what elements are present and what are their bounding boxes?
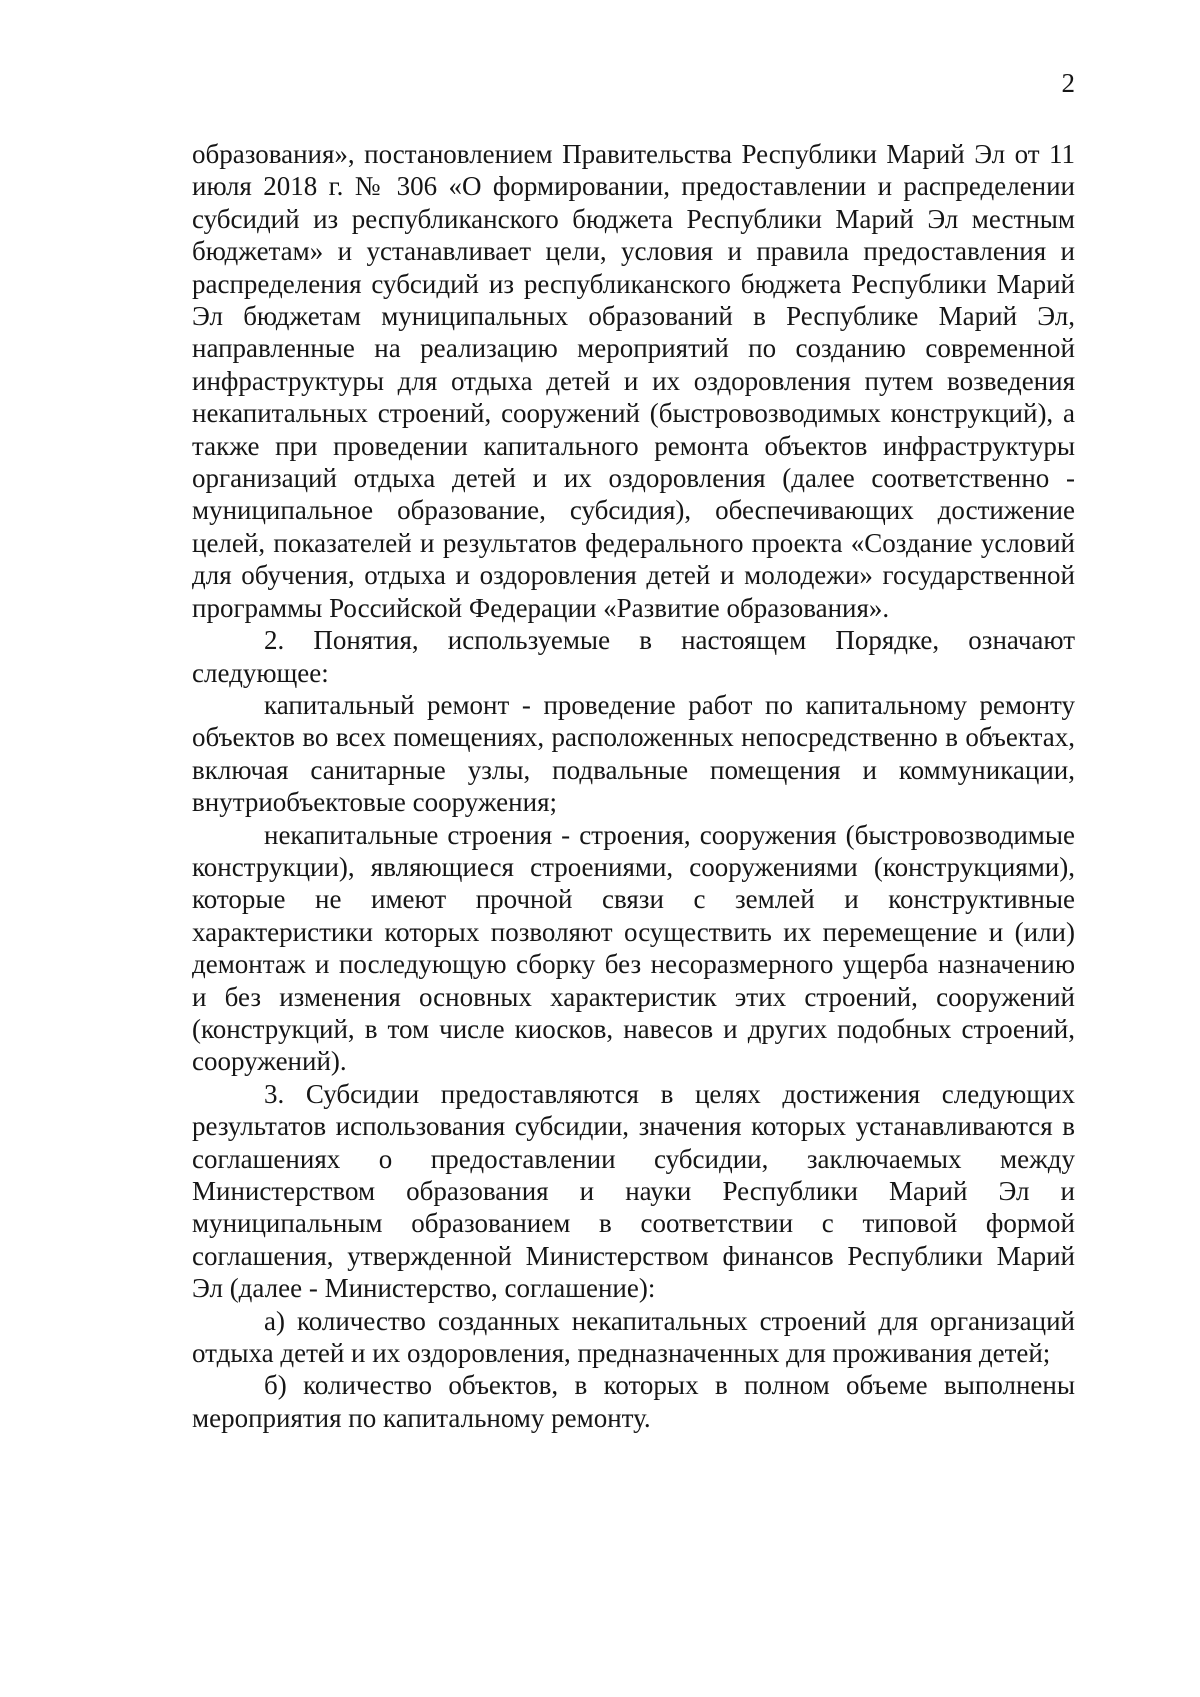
document-body xyxy=(192,138,1075,1434)
paragraph-section-2: 2. Понятия, используемые в настоящем Порядке, означают следующее: xyxy=(192,625,1075,688)
paragraph-intro-continuation: образования», постановлением Правительства Республики Марий Эл от 11 июля 2018 г. № 306 «О формировании, предоставлении и распределении субсидий из республиканского бюджета Республики Марий Эл местным бюджетам» и устанавливает цели, условия и правила предоставления и распределения субсидий из республиканского бюджета Республики Марий Эл бюджетам муниципальных образований в Республике Марий Эл, направленные на реализацию мероприятий по созданию современной инфраструктуры для отдыха детей и их оздоровления путем возведения некапитальных строений, сооружений (быстровозводимых конструкций), а также при проведении капитального ремонта объектов инфраструктуры организаций отдыха детей и их оздоровления (далее соответственно - муниципальное образование, субсидия), обеспечивающих достижение целей, показателей и результатов федерального проекта «Создание условий для обучения, отдыха и оздоровления детей и молодежи» государственной программы Российской Федерации «Развитие образования». xyxy=(192,139,1075,623)
paragraph-item-b: б) количество объектов, в которых в полном объеме выполнены мероприятия по капитальному ремонту. xyxy=(192,1370,1075,1433)
paragraph-item-a: а) количество созданных некапитальных строений для организаций отдыха детей и их оздоровления, предназначенных для проживания детей; xyxy=(192,1305,1075,1369)
paragraph-definition-noncapital-structures: некапитальные строения - строения, сооружения (быстровозводимые конструкции), являющиеся строениями, сооружениями (конструкциями), которые не имеют прочной связи с землей и конструктивные характеристики которых позволяют осуществить их перемещение и (или) демонтаж и последующую сборку без несоразмерного ущерба назначению и без изменения основных характеристик этих строений, сооружений (конструкций, в том числе киосков, навесов и других подобных строений, сооружений). xyxy=(192,819,1075,1077)
page-number: 2 xyxy=(1061,68,1075,98)
paragraph-section-3: 3. Субсидии предоставляются в целях достижения следующих результатов использования субсидии, значения которых устанавливаются в соглашениях о предоставлении субсидии, заключаемых между Министерством образования и науки Республики Марий Эл и муниципальным образованием в соответствии с типовой формой соглашения, утвержденной Министерством финансов Республики Марий Эл (далее - Министерство, соглашение): xyxy=(192,1078,1075,1304)
paragraph-definition-capital-repair: капитальный ремонт - проведение работ по капитальному ремонту объектов во всех помещениях, расположенных непосредственно в объектах, включая санитарные узлы, подвальные помещения и коммуникации, внутриобъектовые сооружения; xyxy=(192,689,1075,818)
